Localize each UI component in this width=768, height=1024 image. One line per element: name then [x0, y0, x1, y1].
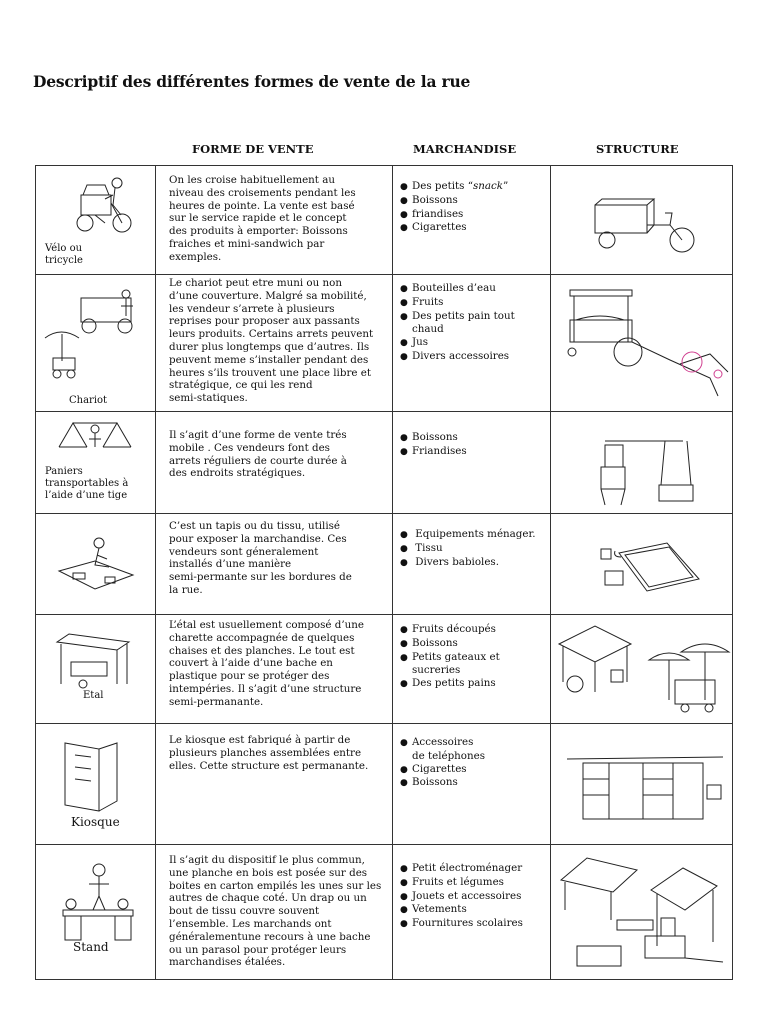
list-item: ● Boissons [400, 776, 458, 789]
row-description: Il s’agit du dispositif le plus commun, une planche en bois est posée sur des boites en carton empilés les unes sur les autres de chaque coté. Un drap ou un bout de tissu couvre souvent l’ensemble. Les marchands ont généralementune recours à une bache ou un parasol pour protéger leurs marchandises étalées. [169, 854, 382, 969]
kiosk-structure-icon [563, 749, 728, 825]
list-item: ● Vetements [400, 903, 467, 916]
list-item: ● Petits gateaux et [400, 650, 500, 663]
list-item: ● Divers babioles. [400, 555, 499, 568]
list-item: ● Divers accessoires [400, 349, 510, 362]
column-header-structure: STRUCTURE [596, 142, 679, 156]
kiosk-icon [55, 735, 125, 815]
row-label-line: Kiosque [71, 815, 120, 829]
list-item: ● Accessoires [400, 736, 474, 748]
row-label-line: Etal [83, 690, 104, 701]
list-item: ● Boissons [400, 431, 458, 443]
row-label-line: l’aide d’une tige [45, 490, 128, 501]
cart-structure-icon [560, 282, 730, 407]
row-merchandise: ● Accessoires de teléphones ● Cigarettes ● Boissons [400, 736, 550, 790]
table-row [35, 411, 733, 513]
stall-icon [53, 632, 133, 692]
list-item: ● Cigarettes [400, 762, 467, 775]
column-header-forme: FORME DE VENTE [192, 142, 314, 156]
stand-structure-icon [557, 850, 729, 974]
row-label-line: Stand [73, 940, 109, 954]
column-header-marchandise: MARCHANDISE [413, 142, 517, 156]
row-description: C’est un tapis ou du tissu, utilisé pour exposer la marchandise. Ces vendeurs sont géneralement installés d’une manière semi-permante sur les bordures de la rue. [169, 520, 352, 596]
row-description: Le kiosque est fabriqué à partir de plusieurs planches assemblées entre elles. Cette structure est permanante. [169, 734, 369, 772]
table-row [35, 723, 733, 844]
row-description: Il s’agit d’une forme de vente trés mobile . Ces vendeurs font des arrets réguliers de courte durée à des endroits stratégiques. [169, 429, 347, 480]
list-item: ● Friandises [400, 444, 467, 457]
list-item: ● Boissons [400, 193, 458, 206]
row-merchandise: ● Fruits découpés ● Boissons ● Petits gateaux et sucreries ● Des petits pains [400, 623, 550, 691]
page-title: Descriptif des différentes formes de vente de la rue [33, 72, 471, 91]
list-item: ● Fruits découpés [400, 623, 496, 635]
row-merchandise [400, 528, 550, 569]
row-description: On les croise habituellement au niveau des croisements pendant les heures de pointe. La vente est basé sur le service rapide et le concept des produits à emporter: Boissons fraiches et mini-sandwich par exemples. [169, 174, 356, 263]
basket-structure-icon [595, 425, 695, 507]
cart-icon [41, 286, 151, 386]
list-item: ● Fruits et légumes [400, 875, 504, 888]
list-item: ● Equipements ménager. [400, 528, 536, 540]
row-label-line: tricycle [45, 255, 83, 266]
list-item: ● Boissons [400, 636, 458, 649]
list-item: ● Jouets et accessoires [400, 889, 522, 902]
list-item: ● Des petits pains [400, 677, 496, 690]
row-description: L’étal est usuellement composé d’une charette accompagnée de quelques chaises et des planches. Le tout est couvert à l’aide d’une bache en plastique pour se protéger des intempéries. Il s’agit d’une structure semi-permanante. [169, 619, 364, 708]
row-label-line: transportables à [45, 478, 129, 489]
list-item: ● Jus [400, 336, 429, 349]
row-merchandise [400, 180, 550, 235]
row-merchandise [400, 431, 550, 459]
list-item: ● Des petits “snack” [400, 180, 509, 192]
stall-structure-icon [555, 620, 731, 720]
list-item: ● Des petits pain tout [400, 309, 515, 322]
mat-icon [55, 531, 135, 591]
table-grid [35, 165, 733, 980]
stand-icon [57, 862, 137, 942]
table-row [35, 513, 733, 614]
tricycle-structure-icon [590, 195, 700, 255]
list-item: ● Tissu [400, 541, 443, 554]
table-row [35, 844, 733, 979]
table-row [35, 165, 733, 274]
basket-icon [55, 417, 135, 457]
row-merchandise [400, 862, 550, 931]
list-item: ● friandises [400, 207, 464, 220]
row-label-line: Vélo ou [45, 243, 83, 254]
list-item: ● Bouteilles d’eau [400, 282, 496, 294]
row-label-line: Chariot [69, 395, 108, 406]
table-row [35, 274, 733, 411]
row-merchandise: ● Bouteilles d’eau ● Fruits ● Des petits pain tout chaud ● Jus ● Divers accessoires [400, 282, 550, 364]
row-description: Le chariot peut etre muni ou non d’une couverture. Malgré sa mobilité, les vendeur s’arrete à plusieurs reprises pour proposer aux passants leurs produits. Certains arrets peuvent durer plus longtemps que d’autres. Ils peuvent meme s’installer pendant des heures s’ils trouvent une place libre et stratégique, ce qui les rend semi-statiques. [169, 277, 374, 405]
row-label-line: Paniers [45, 466, 83, 477]
mat-structure-icon [595, 529, 705, 599]
tricycle-icon [75, 173, 135, 235]
list-item: ● Fournitures scolaires [400, 917, 523, 930]
list-item: ● Petit électroménager [400, 862, 523, 874]
list-item: ● Fruits [400, 295, 444, 308]
table-row [35, 614, 733, 723]
list-item: ● Cigarettes [400, 221, 467, 234]
